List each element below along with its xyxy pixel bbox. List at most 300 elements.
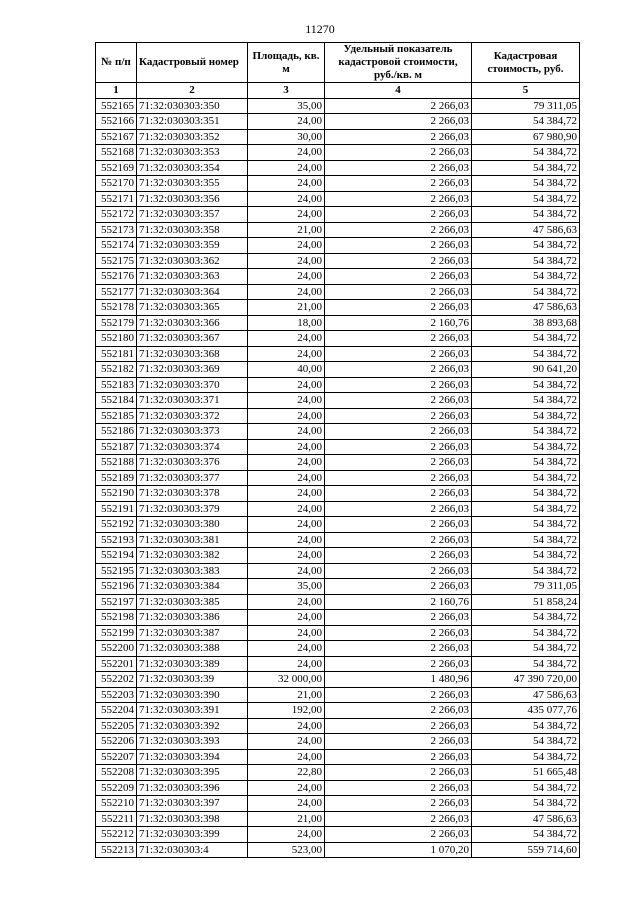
cadastral-number-cell: 71:32:030303:378 — [137, 486, 248, 502]
area-cell: 24,00 — [248, 470, 325, 486]
cadastral-number-cell: 71:32:030303:365 — [137, 300, 248, 316]
table-body — [96, 98, 580, 858]
row-number-cell: 552177 — [96, 284, 137, 300]
area-cell: 24,00 — [248, 517, 325, 533]
area-cell: 18,00 — [248, 315, 325, 331]
row-number-cell: 552199 — [96, 625, 137, 641]
cadastral-value-cell: 54 384,72 — [472, 734, 580, 750]
row-number-cell: 552178 — [96, 300, 137, 316]
cadastral-number-cell: 71:32:030303:4 — [137, 842, 248, 858]
table-row — [96, 486, 580, 502]
table-row — [96, 796, 580, 812]
unit-value-cell: 2 266,03 — [325, 687, 472, 703]
cadastral-number-cell: 71:32:030303:387 — [137, 625, 248, 641]
cadastral-value-cell: 54 384,72 — [472, 160, 580, 176]
cadastral-number-cell: 71:32:030303:373 — [137, 424, 248, 440]
table-row — [96, 362, 580, 378]
unit-value-cell: 1 070,20 — [325, 842, 472, 858]
area-cell: 24,00 — [248, 656, 325, 672]
table-row — [96, 641, 580, 657]
unit-value-cell: 2 266,03 — [325, 191, 472, 207]
area-cell: 24,00 — [248, 191, 325, 207]
cadastral-value-cell: 54 384,72 — [472, 346, 580, 362]
cadastral-number-cell: 71:32:030303:379 — [137, 501, 248, 517]
row-number-cell: 552201 — [96, 656, 137, 672]
cadastral-number-cell: 71:32:030303:382 — [137, 548, 248, 564]
cadastral-number-cell: 71:32:030303:370 — [137, 377, 248, 393]
table-row — [96, 579, 580, 595]
header-row-number: № п/п — [96, 43, 137, 83]
area-cell: 24,00 — [248, 377, 325, 393]
unit-value-cell: 2 266,03 — [325, 145, 472, 161]
cadastral-value-cell: 559 714,60 — [472, 842, 580, 858]
table-row — [96, 253, 580, 269]
row-number-cell: 552187 — [96, 439, 137, 455]
area-cell: 24,00 — [248, 827, 325, 843]
unit-value-cell: 2 266,03 — [325, 455, 472, 471]
table-row — [96, 718, 580, 734]
row-number-cell: 552173 — [96, 222, 137, 238]
area-cell: 24,00 — [248, 284, 325, 300]
unit-value-cell: 2 266,03 — [325, 625, 472, 641]
area-cell: 24,00 — [248, 408, 325, 424]
cadastral-number-cell: 71:32:030303:358 — [137, 222, 248, 238]
table-row — [96, 284, 580, 300]
area-cell: 24,00 — [248, 114, 325, 130]
area-cell: 24,00 — [248, 780, 325, 796]
cadastral-value-cell: 54 384,72 — [472, 517, 580, 533]
cadastral-number-cell: 71:32:030303:381 — [137, 532, 248, 548]
area-cell: 24,00 — [248, 718, 325, 734]
area-cell: 24,00 — [248, 331, 325, 347]
row-number-cell: 552171 — [96, 191, 137, 207]
unit-value-cell: 2 266,03 — [325, 408, 472, 424]
table-row — [96, 672, 580, 688]
row-number-cell: 552209 — [96, 780, 137, 796]
row-number-cell: 552193 — [96, 532, 137, 548]
unit-value-cell: 2 266,03 — [325, 114, 472, 130]
row-number-cell: 552168 — [96, 145, 137, 161]
cadastral-value-cell: 54 384,72 — [472, 455, 580, 471]
area-cell: 24,00 — [248, 145, 325, 161]
cadastral-number-cell: 71:32:030303:355 — [137, 176, 248, 192]
cadastral-value-cell: 47 586,63 — [472, 687, 580, 703]
table-row — [96, 532, 580, 548]
cadastral-number-cell: 71:32:030303:354 — [137, 160, 248, 176]
cadastral-number-cell: 71:32:030303:384 — [137, 579, 248, 595]
cadastral-number-cell: 71:32:030303:396 — [137, 780, 248, 796]
cadastral-value-cell: 47 390 720,00 — [472, 672, 580, 688]
unit-value-cell: 2 266,03 — [325, 780, 472, 796]
unit-value-cell: 2 266,03 — [325, 703, 472, 719]
row-number-cell: 552194 — [96, 548, 137, 564]
table-row — [96, 501, 580, 517]
table-row — [96, 548, 580, 564]
row-number-cell: 552185 — [96, 408, 137, 424]
table-row — [96, 145, 580, 161]
unit-value-cell: 2 266,03 — [325, 98, 472, 114]
unit-value-cell: 2 266,03 — [325, 300, 472, 316]
cadastral-number-cell: 71:32:030303:369 — [137, 362, 248, 378]
cadastral-number-cell: 71:32:030303:357 — [137, 207, 248, 223]
area-cell: 24,00 — [248, 548, 325, 564]
header-cadastral-number: Кадастровый номер — [137, 43, 248, 83]
table-row — [96, 300, 580, 316]
cadastral-number-cell: 71:32:030303:392 — [137, 718, 248, 734]
unit-value-cell: 2 266,03 — [325, 517, 472, 533]
row-number-cell: 552184 — [96, 393, 137, 409]
table-row — [96, 331, 580, 347]
table-row — [96, 470, 580, 486]
area-cell: 24,00 — [248, 796, 325, 812]
area-cell: 35,00 — [248, 579, 325, 595]
cadastral-number-cell: 71:32:030303:388 — [137, 641, 248, 657]
table-row — [96, 842, 580, 858]
unit-value-cell: 2 266,03 — [325, 641, 472, 657]
cadastral-value-cell: 54 384,72 — [472, 532, 580, 548]
row-number-cell: 552167 — [96, 129, 137, 145]
cadastral-number-cell: 71:32:030303:386 — [137, 610, 248, 626]
area-cell: 523,00 — [248, 842, 325, 858]
cadastral-value-cell: 54 384,72 — [472, 610, 580, 626]
unit-value-cell: 2 266,03 — [325, 176, 472, 192]
unit-value-cell: 2 266,03 — [325, 811, 472, 827]
row-number-cell: 552208 — [96, 765, 137, 781]
table-row — [96, 610, 580, 626]
table-row — [96, 424, 580, 440]
row-number-cell: 552188 — [96, 455, 137, 471]
header-unit-value: Удельный показатель кадастровой стоимости, руб./кв. м — [325, 43, 472, 83]
cadastral-value-cell: 47 586,63 — [472, 222, 580, 238]
cadastral-value-cell: 90 641,20 — [472, 362, 580, 378]
row-number-cell: 552210 — [96, 796, 137, 812]
cadastral-number-cell: 71:32:030303:389 — [137, 656, 248, 672]
cadastral-value-cell: 54 384,72 — [472, 393, 580, 409]
unit-value-cell: 2 266,03 — [325, 377, 472, 393]
table-row — [96, 765, 580, 781]
unit-value-cell: 2 266,03 — [325, 346, 472, 362]
row-number-cell: 552172 — [96, 207, 137, 223]
row-number-cell: 552202 — [96, 672, 137, 688]
cadastral-value-cell: 54 384,72 — [472, 114, 580, 130]
unit-value-cell: 2 266,03 — [325, 238, 472, 254]
unit-value-cell: 2 266,03 — [325, 501, 472, 517]
cadastral-value-cell: 54 384,72 — [472, 749, 580, 765]
cadastral-value-cell: 54 384,72 — [472, 563, 580, 579]
row-number-cell: 552189 — [96, 470, 137, 486]
column-number: 5 — [472, 83, 580, 99]
row-number-cell: 552183 — [96, 377, 137, 393]
column-number: 4 — [325, 83, 472, 99]
cadastral-value-cell: 54 384,72 — [472, 284, 580, 300]
table-row — [96, 625, 580, 641]
row-number-cell: 552192 — [96, 517, 137, 533]
area-cell: 24,00 — [248, 749, 325, 765]
row-number-cell: 552211 — [96, 811, 137, 827]
cadastral-value-cell: 54 384,72 — [472, 424, 580, 440]
unit-value-cell: 2 266,03 — [325, 331, 472, 347]
row-number-cell: 552196 — [96, 579, 137, 595]
table-row — [96, 734, 580, 750]
unit-value-cell: 2 266,03 — [325, 486, 472, 502]
table-row — [96, 238, 580, 254]
area-cell: 24,00 — [248, 532, 325, 548]
cadastral-value-cell: 54 384,72 — [472, 253, 580, 269]
row-number-cell: 552176 — [96, 269, 137, 285]
row-number-cell: 552190 — [96, 486, 137, 502]
column-number: 3 — [248, 83, 325, 99]
cadastral-value-cell: 54 384,72 — [472, 191, 580, 207]
unit-value-cell: 2 266,03 — [325, 393, 472, 409]
area-cell: 24,00 — [248, 563, 325, 579]
cadastral-value-cell: 67 980,90 — [472, 129, 580, 145]
unit-value-cell: 2 266,03 — [325, 610, 472, 626]
row-number-cell: 552179 — [96, 315, 137, 331]
table-row — [96, 749, 580, 765]
cadastral-number-cell: 71:32:030303:385 — [137, 594, 248, 610]
cadastral-number-cell: 71:32:030303:380 — [137, 517, 248, 533]
cadastral-number-cell: 71:32:030303:366 — [137, 315, 248, 331]
header-area: Площадь, кв. м — [248, 43, 325, 83]
row-number-cell: 552205 — [96, 718, 137, 734]
unit-value-cell: 2 266,03 — [325, 563, 472, 579]
page-number: 11270 — [305, 22, 335, 36]
cadastral-number-cell: 71:32:030303:390 — [137, 687, 248, 703]
cadastral-value-cell: 54 384,72 — [472, 238, 580, 254]
row-number-cell: 552213 — [96, 842, 137, 858]
table-row — [96, 827, 580, 843]
cadastral-value-cell: 54 384,72 — [472, 207, 580, 223]
area-cell: 24,00 — [248, 734, 325, 750]
row-number-cell: 552169 — [96, 160, 137, 176]
cadastral-value-cell: 54 384,72 — [472, 486, 580, 502]
unit-value-cell: 2 266,03 — [325, 362, 472, 378]
cadastral-value-cell: 54 384,72 — [472, 796, 580, 812]
cadastral-number-cell: 71:32:030303:359 — [137, 238, 248, 254]
area-cell: 40,00 — [248, 362, 325, 378]
cadastral-value-cell: 54 384,72 — [472, 641, 580, 657]
table-row — [96, 517, 580, 533]
row-number-cell: 552212 — [96, 827, 137, 843]
cadastral-number-cell: 71:32:030303:391 — [137, 703, 248, 719]
unit-value-cell: 2 266,03 — [325, 532, 472, 548]
row-number-cell: 552207 — [96, 749, 137, 765]
row-number-cell: 552175 — [96, 253, 137, 269]
row-number-cell: 552204 — [96, 703, 137, 719]
area-cell: 192,00 — [248, 703, 325, 719]
unit-value-cell: 2 266,03 — [325, 284, 472, 300]
row-number-cell: 552174 — [96, 238, 137, 254]
column-number: 2 — [137, 83, 248, 99]
area-cell: 24,00 — [248, 253, 325, 269]
area-cell: 24,00 — [248, 455, 325, 471]
cadastral-number-cell: 71:32:030303:352 — [137, 129, 248, 145]
cadastral-number-cell: 71:32:030303:393 — [137, 734, 248, 750]
unit-value-cell: 2 266,03 — [325, 424, 472, 440]
cadastral-number-cell: 71:32:030303:394 — [137, 749, 248, 765]
table-row — [96, 114, 580, 130]
unit-value-cell: 2 266,03 — [325, 718, 472, 734]
unit-value-cell: 2 266,03 — [325, 253, 472, 269]
unit-value-cell: 2 266,03 — [325, 269, 472, 285]
cadastral-number-cell: 71:32:030303:39 — [137, 672, 248, 688]
table-header-row — [96, 43, 580, 83]
row-number-cell: 552165 — [96, 98, 137, 114]
cadastral-value-cell: 54 384,72 — [472, 269, 580, 285]
cadastral-number-cell: 71:32:030303:351 — [137, 114, 248, 130]
cadastral-number-cell: 71:32:030303:397 — [137, 796, 248, 812]
table-row — [96, 594, 580, 610]
cadastral-number-cell: 71:32:030303:383 — [137, 563, 248, 579]
cadastral-value-cell: 51 665,48 — [472, 765, 580, 781]
unit-value-cell: 2 266,03 — [325, 222, 472, 238]
cadastral-number-cell: 71:32:030303:376 — [137, 455, 248, 471]
area-cell: 24,00 — [248, 594, 325, 610]
table-row — [96, 703, 580, 719]
area-cell: 24,00 — [248, 238, 325, 254]
cadastral-number-cell: 71:32:030303:399 — [137, 827, 248, 843]
row-number-cell: 552186 — [96, 424, 137, 440]
table-row — [96, 780, 580, 796]
table-row — [96, 811, 580, 827]
unit-value-cell: 2 266,03 — [325, 160, 472, 176]
table-row — [96, 408, 580, 424]
cadastral-value-cell: 54 384,72 — [472, 780, 580, 796]
row-number-cell: 552180 — [96, 331, 137, 347]
cadastral-value-cell: 38 893,68 — [472, 315, 580, 331]
unit-value-cell: 2 266,03 — [325, 765, 472, 781]
cadastral-value-cell: 54 384,72 — [472, 548, 580, 564]
area-cell: 24,00 — [248, 486, 325, 502]
row-number-cell: 552203 — [96, 687, 137, 703]
area-cell: 24,00 — [248, 346, 325, 362]
area-cell: 24,00 — [248, 641, 325, 657]
table-row — [96, 315, 580, 331]
unit-value-cell: 2 266,03 — [325, 548, 472, 564]
table-row — [96, 563, 580, 579]
table-row — [96, 346, 580, 362]
cadastral-value-cell: 54 384,72 — [472, 176, 580, 192]
table-row — [96, 160, 580, 176]
unit-value-cell: 2 160,76 — [325, 315, 472, 331]
header-cadastral-value: Кадастровая стоимость, руб. — [472, 43, 580, 83]
area-cell: 24,00 — [248, 625, 325, 641]
row-number-cell: 552206 — [96, 734, 137, 750]
row-number-cell: 552181 — [96, 346, 137, 362]
table-row — [96, 269, 580, 285]
row-number-cell: 552166 — [96, 114, 137, 130]
area-cell: 21,00 — [248, 222, 325, 238]
cadastral-number-cell: 71:32:030303:363 — [137, 269, 248, 285]
unit-value-cell: 2 160,76 — [325, 594, 472, 610]
cadastral-number-cell: 71:32:030303:362 — [137, 253, 248, 269]
table-row — [96, 98, 580, 114]
unit-value-cell: 2 266,03 — [325, 439, 472, 455]
area-cell: 24,00 — [248, 176, 325, 192]
table-row — [96, 377, 580, 393]
cadastral-number-cell: 71:32:030303:377 — [137, 470, 248, 486]
cadastral-number-cell: 71:32:030303:356 — [137, 191, 248, 207]
cadastral-value-cell: 54 384,72 — [472, 439, 580, 455]
row-number-cell: 552197 — [96, 594, 137, 610]
cadastral-value-cell: 54 384,72 — [472, 331, 580, 347]
row-number-cell: 552191 — [96, 501, 137, 517]
column-number-row — [96, 83, 580, 99]
area-cell: 24,00 — [248, 393, 325, 409]
unit-value-cell: 2 266,03 — [325, 734, 472, 750]
cadastral-number-cell: 71:32:030303:374 — [137, 439, 248, 455]
row-number-cell: 552195 — [96, 563, 137, 579]
area-cell: 24,00 — [248, 207, 325, 223]
cadastral-value-cell: 54 384,72 — [472, 656, 580, 672]
cadastral-value-cell: 47 586,63 — [472, 300, 580, 316]
area-cell: 32 000,00 — [248, 672, 325, 688]
table-row — [96, 207, 580, 223]
row-number-cell: 552200 — [96, 641, 137, 657]
area-cell: 30,00 — [248, 129, 325, 145]
area-cell: 24,00 — [248, 424, 325, 440]
cadastral-value-cell: 54 384,72 — [472, 145, 580, 161]
cadastral-value-cell: 51 858,24 — [472, 594, 580, 610]
area-cell: 21,00 — [248, 687, 325, 703]
column-number: 1 — [96, 83, 137, 99]
area-cell: 24,00 — [248, 439, 325, 455]
cadastral-value-cell: 54 384,72 — [472, 827, 580, 843]
row-number-cell: 552182 — [96, 362, 137, 378]
cadastral-value-cell: 54 384,72 — [472, 408, 580, 424]
cadastral-number-cell: 71:32:030303:368 — [137, 346, 248, 362]
area-cell: 21,00 — [248, 300, 325, 316]
cadastral-value-cell: 47 586,63 — [472, 811, 580, 827]
cadastral-value-cell: 54 384,72 — [472, 718, 580, 734]
table-row — [96, 176, 580, 192]
unit-value-cell: 2 266,03 — [325, 207, 472, 223]
cadastral-number-cell: 71:32:030303:367 — [137, 331, 248, 347]
cadastral-number-cell: 71:32:030303:398 — [137, 811, 248, 827]
cadastral-value-cell: 79 311,05 — [472, 579, 580, 595]
table-row — [96, 393, 580, 409]
table-row — [96, 455, 580, 471]
unit-value-cell: 2 266,03 — [325, 579, 472, 595]
cadastral-number-cell: 71:32:030303:372 — [137, 408, 248, 424]
area-cell: 24,00 — [248, 160, 325, 176]
row-number-cell: 552170 — [96, 176, 137, 192]
table-row — [96, 439, 580, 455]
unit-value-cell: 2 266,03 — [325, 749, 472, 765]
unit-value-cell: 2 266,03 — [325, 827, 472, 843]
cadastral-value-cell: 79 311,05 — [472, 98, 580, 114]
cadastral-value-cell: 54 384,72 — [472, 470, 580, 486]
table-row — [96, 687, 580, 703]
table-row — [96, 129, 580, 145]
cadastral-number-cell: 71:32:030303:371 — [137, 393, 248, 409]
area-cell: 24,00 — [248, 610, 325, 626]
unit-value-cell: 2 266,03 — [325, 796, 472, 812]
cadastral-number-cell: 71:32:030303:350 — [137, 98, 248, 114]
cadastral-number-cell: 71:32:030303:353 — [137, 145, 248, 161]
cadastral-value-cell: 54 384,72 — [472, 377, 580, 393]
area-cell: 21,00 — [248, 811, 325, 827]
unit-value-cell: 2 266,03 — [325, 470, 472, 486]
area-cell: 24,00 — [248, 501, 325, 517]
cadastral-value-cell: 435 077,76 — [472, 703, 580, 719]
area-cell: 24,00 — [248, 269, 325, 285]
unit-value-cell: 2 266,03 — [325, 129, 472, 145]
cadastral-value-table — [95, 42, 580, 858]
table-row — [96, 222, 580, 238]
area-cell: 35,00 — [248, 98, 325, 114]
cadastral-value-cell: 54 384,72 — [472, 625, 580, 641]
